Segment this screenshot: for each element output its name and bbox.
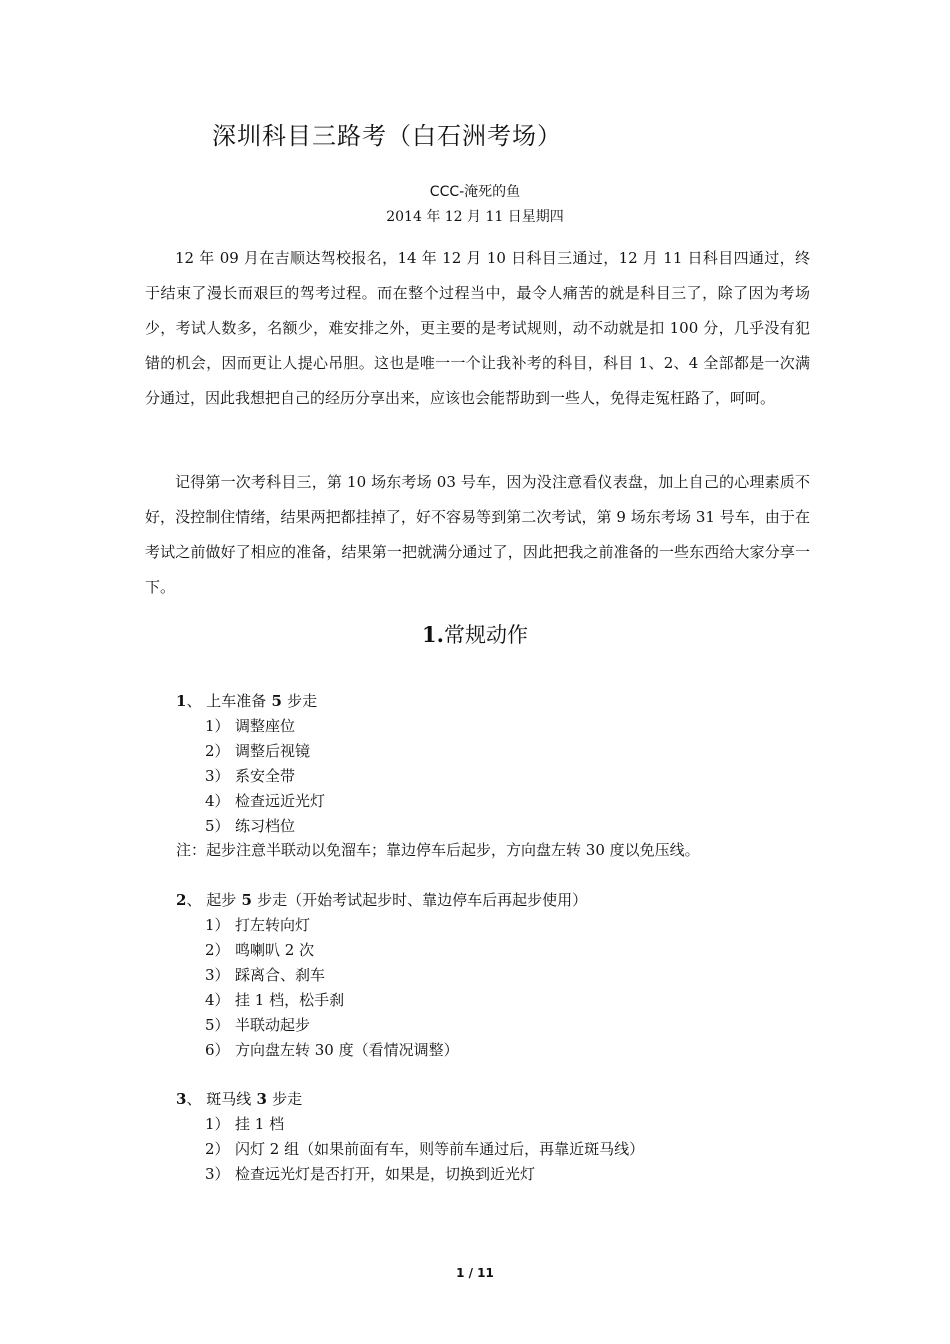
list-item xyxy=(205,1014,310,1035)
list-item-text: 闪灯 2 组（如果前面有车，则等前车通过后，再靠近斑马线） xyxy=(235,1140,645,1158)
list-item-text: 鸣喇叭 2 次 xyxy=(235,941,315,959)
list-title-text: 步走（开始考试起步时、靠边停车后再起步使用） xyxy=(257,891,588,909)
list-item-text: 调整后视镜 xyxy=(235,742,311,760)
list-number: 3 xyxy=(176,1090,187,1108)
list-item-index: 5） xyxy=(205,817,230,835)
section-number: 1. xyxy=(422,622,444,647)
list-title-text: 步走 xyxy=(272,1090,303,1108)
list-item-text: 检查远光灯是否打开，如果是，切换到近光灯 xyxy=(235,1165,536,1183)
list-item-index: 2） xyxy=(205,941,230,959)
list-item xyxy=(205,989,344,1010)
document-author: CCC-淹死的鱼 xyxy=(429,184,521,200)
list-item-text: 挂 1 档，松手刹 xyxy=(235,991,345,1009)
list-item-index: 3） xyxy=(205,966,230,984)
list-item xyxy=(205,740,310,761)
list-item-index: 3） xyxy=(205,1165,230,1183)
list-item-index: 6） xyxy=(205,1041,230,1059)
list-item xyxy=(205,964,325,985)
page-number: 1 / 11 xyxy=(456,1266,494,1280)
list-item-index: 1） xyxy=(205,916,230,934)
list-item xyxy=(205,939,314,960)
list-item xyxy=(205,790,325,811)
list-title xyxy=(176,889,587,910)
list-item-text: 打左转向灯 xyxy=(235,916,311,934)
list-title xyxy=(176,690,317,711)
list-item xyxy=(205,1163,535,1184)
section-heading xyxy=(0,619,950,649)
list-item-text: 练习档位 xyxy=(235,817,296,835)
list-item xyxy=(205,715,295,736)
body-paragraph: 12 年 09 月在吉顺达驾校报名，14 年 12 月 10 日科目三通过，12 月 11 日科目四通过，终于结束了漫长而艰巨的驾考过程。而在整个过程当中，最令人痛苦的就是科目三了，除了因为考场少，考试人数多，名额少，难安排之外，更主要的是考试规则，动不动就是扣 100 分，几乎没有犯错的机会，因而更让人提心吊胆。这也是唯一一个让我补考的科目，科目 1、2、4 全部都是一次满分通过，因此我想把自己的经历分享出来，应该也会能帮助到一些人，免得走冤枉路了，呵呵。 xyxy=(145,249,810,407)
list-note: 注：起步注意半联动以免溜车；靠边停车后起步，方向盘左转 30 度以免压线。 xyxy=(176,841,700,859)
list-item-index: 4） xyxy=(205,792,230,810)
list-item-index: 2） xyxy=(205,742,230,760)
list-item-text: 调整座位 xyxy=(235,717,296,735)
list-item-index: 3） xyxy=(205,767,230,785)
list-item-text: 挂 1 档 xyxy=(235,1115,285,1133)
list-item-index: 1） xyxy=(205,1115,230,1133)
list-item-text: 检查远近光灯 xyxy=(235,792,326,810)
list-item-index: 1） xyxy=(205,717,230,735)
list-item xyxy=(205,1039,459,1060)
document-date: 2014 年 12 月 11 日星期四 xyxy=(386,209,564,225)
document-title: 深圳科目三路考（白石洲考场） xyxy=(212,122,562,150)
list-title-text: 、 上车准备 xyxy=(186,692,267,710)
list-item-text: 半联动起步 xyxy=(235,1016,311,1034)
list-title xyxy=(176,1088,302,1109)
section-title: 常规动作 xyxy=(443,623,528,647)
list-item xyxy=(205,765,295,786)
list-item xyxy=(205,1138,644,1159)
list-item-text: 系安全带 xyxy=(235,767,296,785)
list-item xyxy=(205,815,295,836)
list-item-index: 5） xyxy=(205,1016,230,1034)
list-number: 2 xyxy=(176,891,187,909)
list-title-count: 3 xyxy=(251,1090,273,1108)
list-title-count: 5 xyxy=(236,891,258,909)
list-item xyxy=(205,1113,284,1134)
list-title-text: 、 斑马线 xyxy=(186,1090,252,1108)
list-item-index: 2） xyxy=(205,1140,230,1158)
list-number: 1 xyxy=(176,692,187,710)
list-title-count: 5 xyxy=(266,692,288,710)
list-title-text: 、 起步 xyxy=(186,891,237,909)
list-item-index: 4） xyxy=(205,991,230,1009)
list-item xyxy=(205,914,310,935)
body-paragraph: 记得第一次考科目三，第 10 场东考场 03 号车，因为没注意看仪表盘，加上自己的心理素质不好，没控制住情绪，结果两把都挂掉了，好不容易等到第二次考试，第 9 场东考场 31 号车，由于在考试之前做好了相应的准备，结果第一把就满分通过了，因此把我之前准备的一些东西给大家分享一下。 xyxy=(145,473,810,596)
list-item-text: 方向盘左转 30 度（看情况调整） xyxy=(235,1041,459,1059)
list-title-text: 步走 xyxy=(287,692,318,710)
list-item-text: 踩离合、刹车 xyxy=(235,966,326,984)
